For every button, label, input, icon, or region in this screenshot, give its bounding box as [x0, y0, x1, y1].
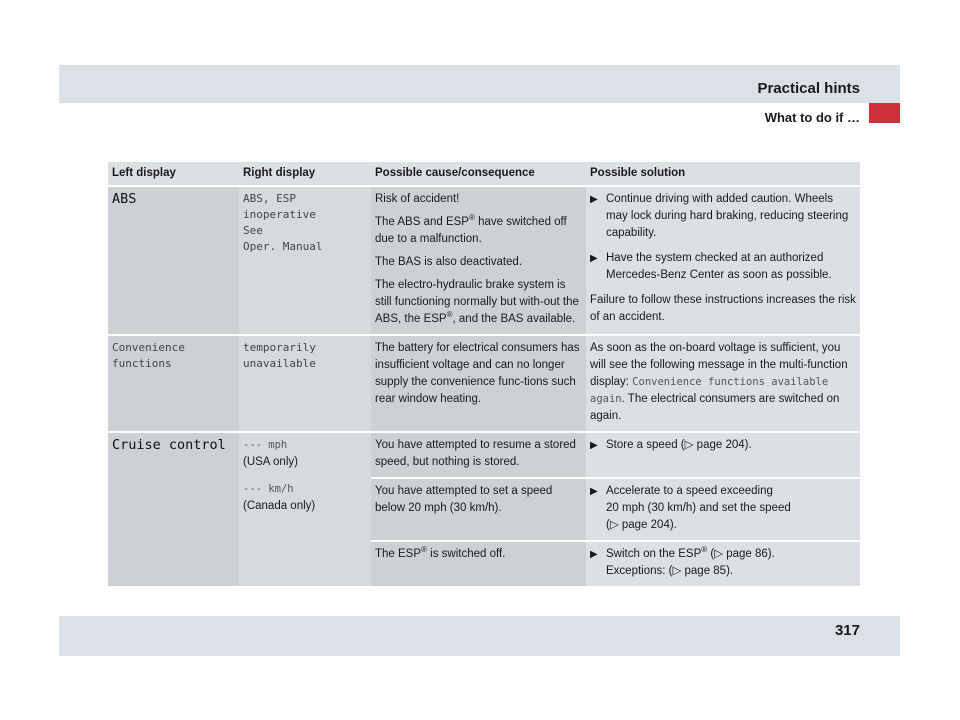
abs-cause-malfunction: The ABS and ESP® have switched off due to a malfunction.: [375, 213, 567, 245]
column-header-solution: Possible solution: [586, 162, 860, 185]
cruise-cause-3: The ESP® is switched off.: [371, 542, 586, 586]
abs-solution-note: Failure to follow these instructions increases the risk of an accident.: [590, 294, 856, 323]
convenience-cause: The battery for electrical consumers has insufficient voltage and can no longer supply the convenience func-tions such rear window heating.: [371, 336, 586, 431]
bullet-arrow-icon: ▶: [590, 549, 598, 560]
column-header-right-display: Right display: [239, 162, 371, 185]
abs-cause-brake-system: The electro-hydraulic brake system is still functioning normally but with-out the ABS, the ESP®, and the BAS available.: [375, 279, 579, 325]
abs-solution: [586, 187, 860, 334]
bullet-arrow-icon: ▶: [590, 440, 598, 451]
footer-band: [59, 616, 900, 656]
table-header-row: [108, 162, 860, 185]
cruise-cause-1: You have attempted to resume a stored speed, but nothing is stored.: [371, 433, 586, 477]
table-row-cruise-1: [108, 433, 860, 477]
table-row-convenience: [108, 336, 860, 431]
abs-solution-step-2: ▶ Have the system checked at an authorized Mercedes-Benz Center as soon as possible.: [590, 252, 832, 281]
section-title: Practical hints: [757, 80, 860, 97]
cruise-cause-2: You have attempted to set a speed below 20 mph (30 km/h).: [371, 479, 586, 540]
column-header-cause: Possible cause/consequence: [371, 162, 586, 185]
convenience-right-display: temporarily unavailable: [239, 336, 371, 431]
abs-cause: [371, 187, 586, 334]
page-number: 317: [834, 622, 860, 639]
table-row-abs: [108, 187, 860, 334]
abs-left-display: ABS: [108, 187, 239, 334]
cruise-solution-3: ▶ Switch on the ESP® (▷ page 86). Exceptions: (▷ page 85).: [586, 542, 860, 586]
cruise-left-display: Cruise control: [108, 433, 239, 586]
display-message: Convenience functions available again: [590, 376, 829, 405]
abs-solution-step-1: ▶ Continue driving with added caution. Wheels may lock during hard braking, reducing steering capability.: [590, 193, 849, 239]
abs-cause-bas: The BAS is also deactivated.: [375, 256, 523, 268]
convenience-left-display: Convenience functions: [108, 336, 239, 431]
section-subtitle: What to do if …: [764, 110, 860, 125]
section-tab-marker: [869, 103, 900, 123]
troubleshooting-table: [108, 160, 860, 588]
bullet-arrow-icon: ▶: [590, 253, 598, 264]
bullet-arrow-icon: ▶: [590, 194, 598, 205]
convenience-solution: As soon as the on-board voltage is sufficient, you will see the following message in the multi-function display: Convenience functions available again. The electrical consumers are switched on again.: [586, 336, 860, 431]
abs-right-display: ABS, ESP inoperative See Oper. Manual: [239, 187, 371, 334]
cruise-solution-2: ▶ Accelerate to a speed exceeding 20 mph (30 km/h) and set the speed (▷ page 204).: [586, 479, 860, 540]
bullet-arrow-icon: ▶: [590, 486, 598, 497]
column-header-left-display: Left display: [108, 162, 239, 185]
cruise-solution-1: ▶ Store a speed (▷ page 204).: [586, 433, 860, 477]
cruise-right-display: --- mph (USA only) --- km/h (Canada only): [239, 433, 371, 586]
abs-cause-warning: Risk of accident!: [375, 193, 460, 205]
